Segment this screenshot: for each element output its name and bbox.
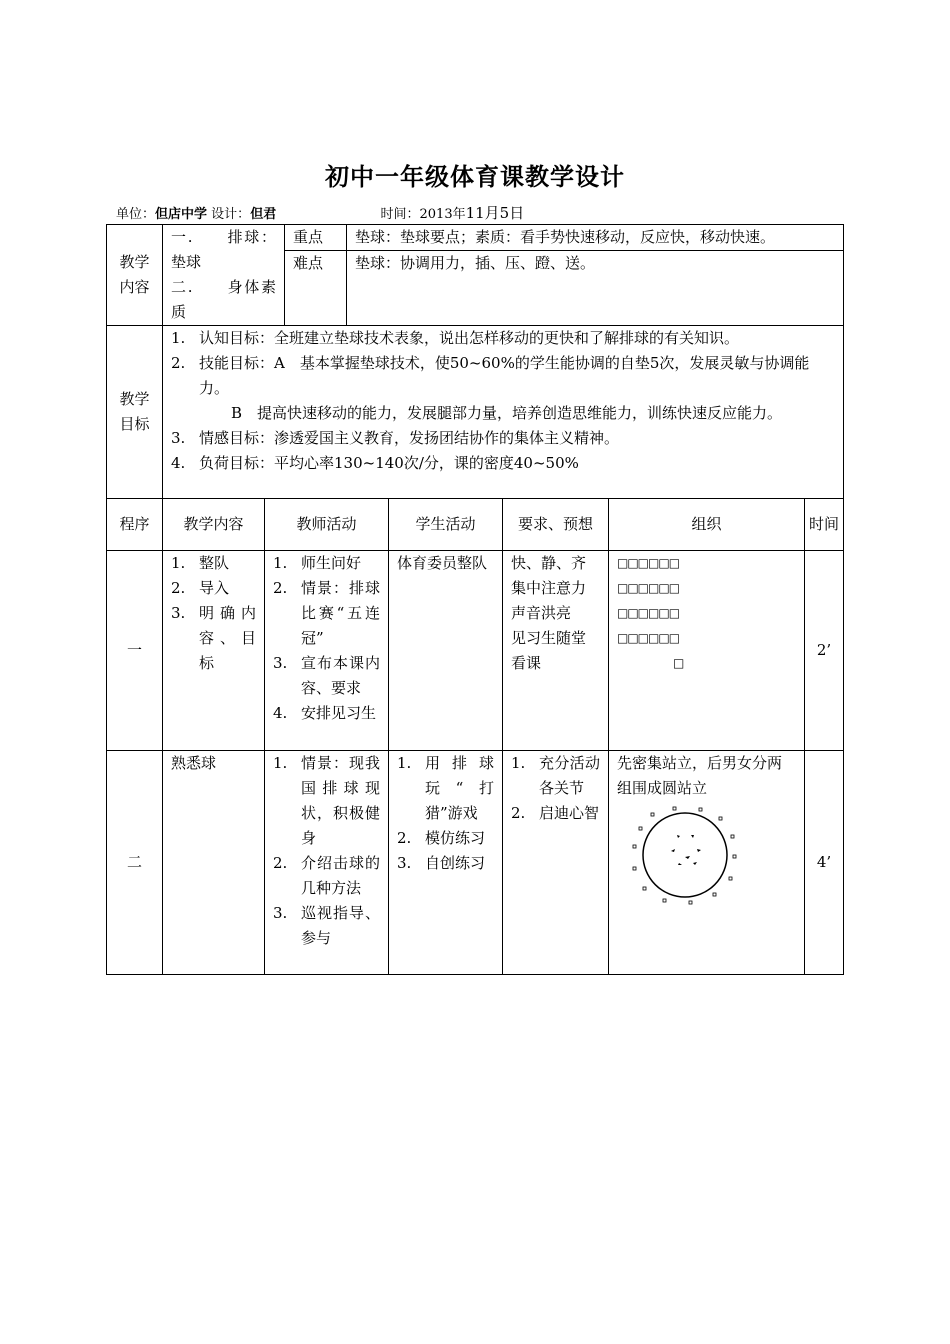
list-item: 2. 导入: [171, 579, 230, 597]
header-meta: [116, 202, 524, 223]
time-cell: 4’: [805, 751, 844, 975]
time-year: 2013年: [419, 207, 466, 222]
table-row: [107, 551, 844, 751]
header-row: [107, 499, 844, 551]
formation-row: □□□□□□: [617, 606, 680, 620]
formation-row: □□□□□□: [617, 631, 680, 645]
header-cell: 组织: [609, 499, 805, 551]
list-item: 3. 明确内容、目标: [171, 604, 256, 672]
student-cell: [389, 751, 503, 975]
require-cell: 快、静、齐 集中注意力 声音洪亮 见习生随堂看课: [503, 551, 609, 751]
key-label: 重点: [285, 225, 347, 251]
list-item: 3. 巡视指导、参与: [273, 904, 380, 947]
goals-table: [106, 325, 844, 499]
diff-text: 垫球：协调用力，插、压、蹬、送。: [347, 251, 844, 326]
list-item: 1. 充分活动各关节: [511, 754, 600, 797]
header-cell: 要求、预想: [503, 499, 609, 551]
time-cell: 2’: [805, 551, 844, 751]
seq-cell: 一: [107, 551, 163, 751]
circle-formation-diagram: [629, 805, 741, 905]
content-topics: [163, 225, 285, 326]
unit-value: 但店中学: [155, 207, 208, 222]
goal-item: B 提高快速移动的能力，发展腿部力量，培养创造思维能力，训练快速反应能力。: [231, 404, 783, 422]
list-item: 4. 安排见习生: [273, 704, 377, 722]
formation-row: □□□□□□: [617, 556, 680, 570]
header-cell: 学生活动: [389, 499, 503, 551]
list-item: 1. 整队: [171, 554, 230, 572]
table-row: [107, 751, 844, 975]
goal-item: 3. 情感目标：渗透爱国主义教育，发扬团结协作的集体主义精神。: [171, 429, 620, 447]
list-item: 2. 介绍击球的几种方法: [273, 854, 380, 897]
key-text: 垫球：垫球要点；素质：看手势快速移动，反应快，移动快速。: [347, 225, 844, 251]
unit-label: 单位：: [116, 207, 156, 222]
list-item: 2. 模仿练习: [397, 829, 486, 847]
content-cell: [163, 551, 265, 751]
require-cell: [503, 751, 609, 975]
content-cell: 熟悉球: [163, 751, 265, 975]
list-item: 1. 用排球玩“打猎”游戏: [397, 754, 494, 822]
designer-value: 但君: [250, 207, 277, 222]
page-title: 初中一年级体育课教学设计: [325, 162, 625, 191]
time-date: 11月5日: [465, 204, 525, 222]
formation-row: □□□□□□: [617, 581, 680, 595]
topic-2: 二. 身体素质: [171, 278, 276, 321]
org-cell: [609, 551, 805, 751]
list-item: 3. 宣布本课内容、要求: [273, 654, 380, 697]
topic-1: 一. 排球：垫球: [171, 228, 276, 271]
header-cell: 教师活动: [265, 499, 389, 551]
header-cell: 程序: [107, 499, 163, 551]
content-table: [106, 224, 844, 326]
org-cell: [609, 751, 805, 975]
formation-teacher: □: [673, 656, 684, 670]
diff-label: 难点: [285, 251, 347, 326]
list-item: 3. 自创练习: [397, 854, 486, 872]
goal-item: 4. 负荷目标：平均心率130~140次/分，课的密度40~50%: [171, 454, 579, 472]
header-cell: 教学内容: [163, 499, 265, 551]
seq-cell: 二: [107, 751, 163, 975]
list-item: 2. 启迪心智: [511, 804, 600, 822]
content-label: 教学内容: [107, 225, 163, 326]
procedure-table: [106, 498, 844, 975]
goal-item: 2. 技能目标：A 基本掌握垫球技术，使50~60%的学生能协调的自垫5次，发展灵敏与协调能力。: [171, 354, 810, 397]
list-item: 1. 情景：现我国排球现状，积极健身: [273, 754, 380, 847]
list-item: 1. 师生问好: [273, 554, 362, 572]
designer-label: 设计：: [211, 207, 251, 222]
header-cell: 时间: [805, 499, 844, 551]
goals-label: 教学目标: [107, 326, 163, 499]
org-text: 先密集站立，后男女分两组围成圆站立: [617, 754, 783, 797]
student-cell: 体育委员整队: [389, 551, 503, 751]
goals-list: [163, 326, 844, 499]
list-item: 2. 情景：排球比赛“五连冠”: [273, 579, 380, 647]
teacher-cell: [265, 551, 389, 751]
time-label: 时间：: [380, 207, 420, 222]
teacher-cell: [265, 751, 389, 975]
goal-item: 1. 认知目标：全班建立垫球技术表象，说出怎样移动的更快和了解排球的有关知识。: [171, 329, 740, 347]
